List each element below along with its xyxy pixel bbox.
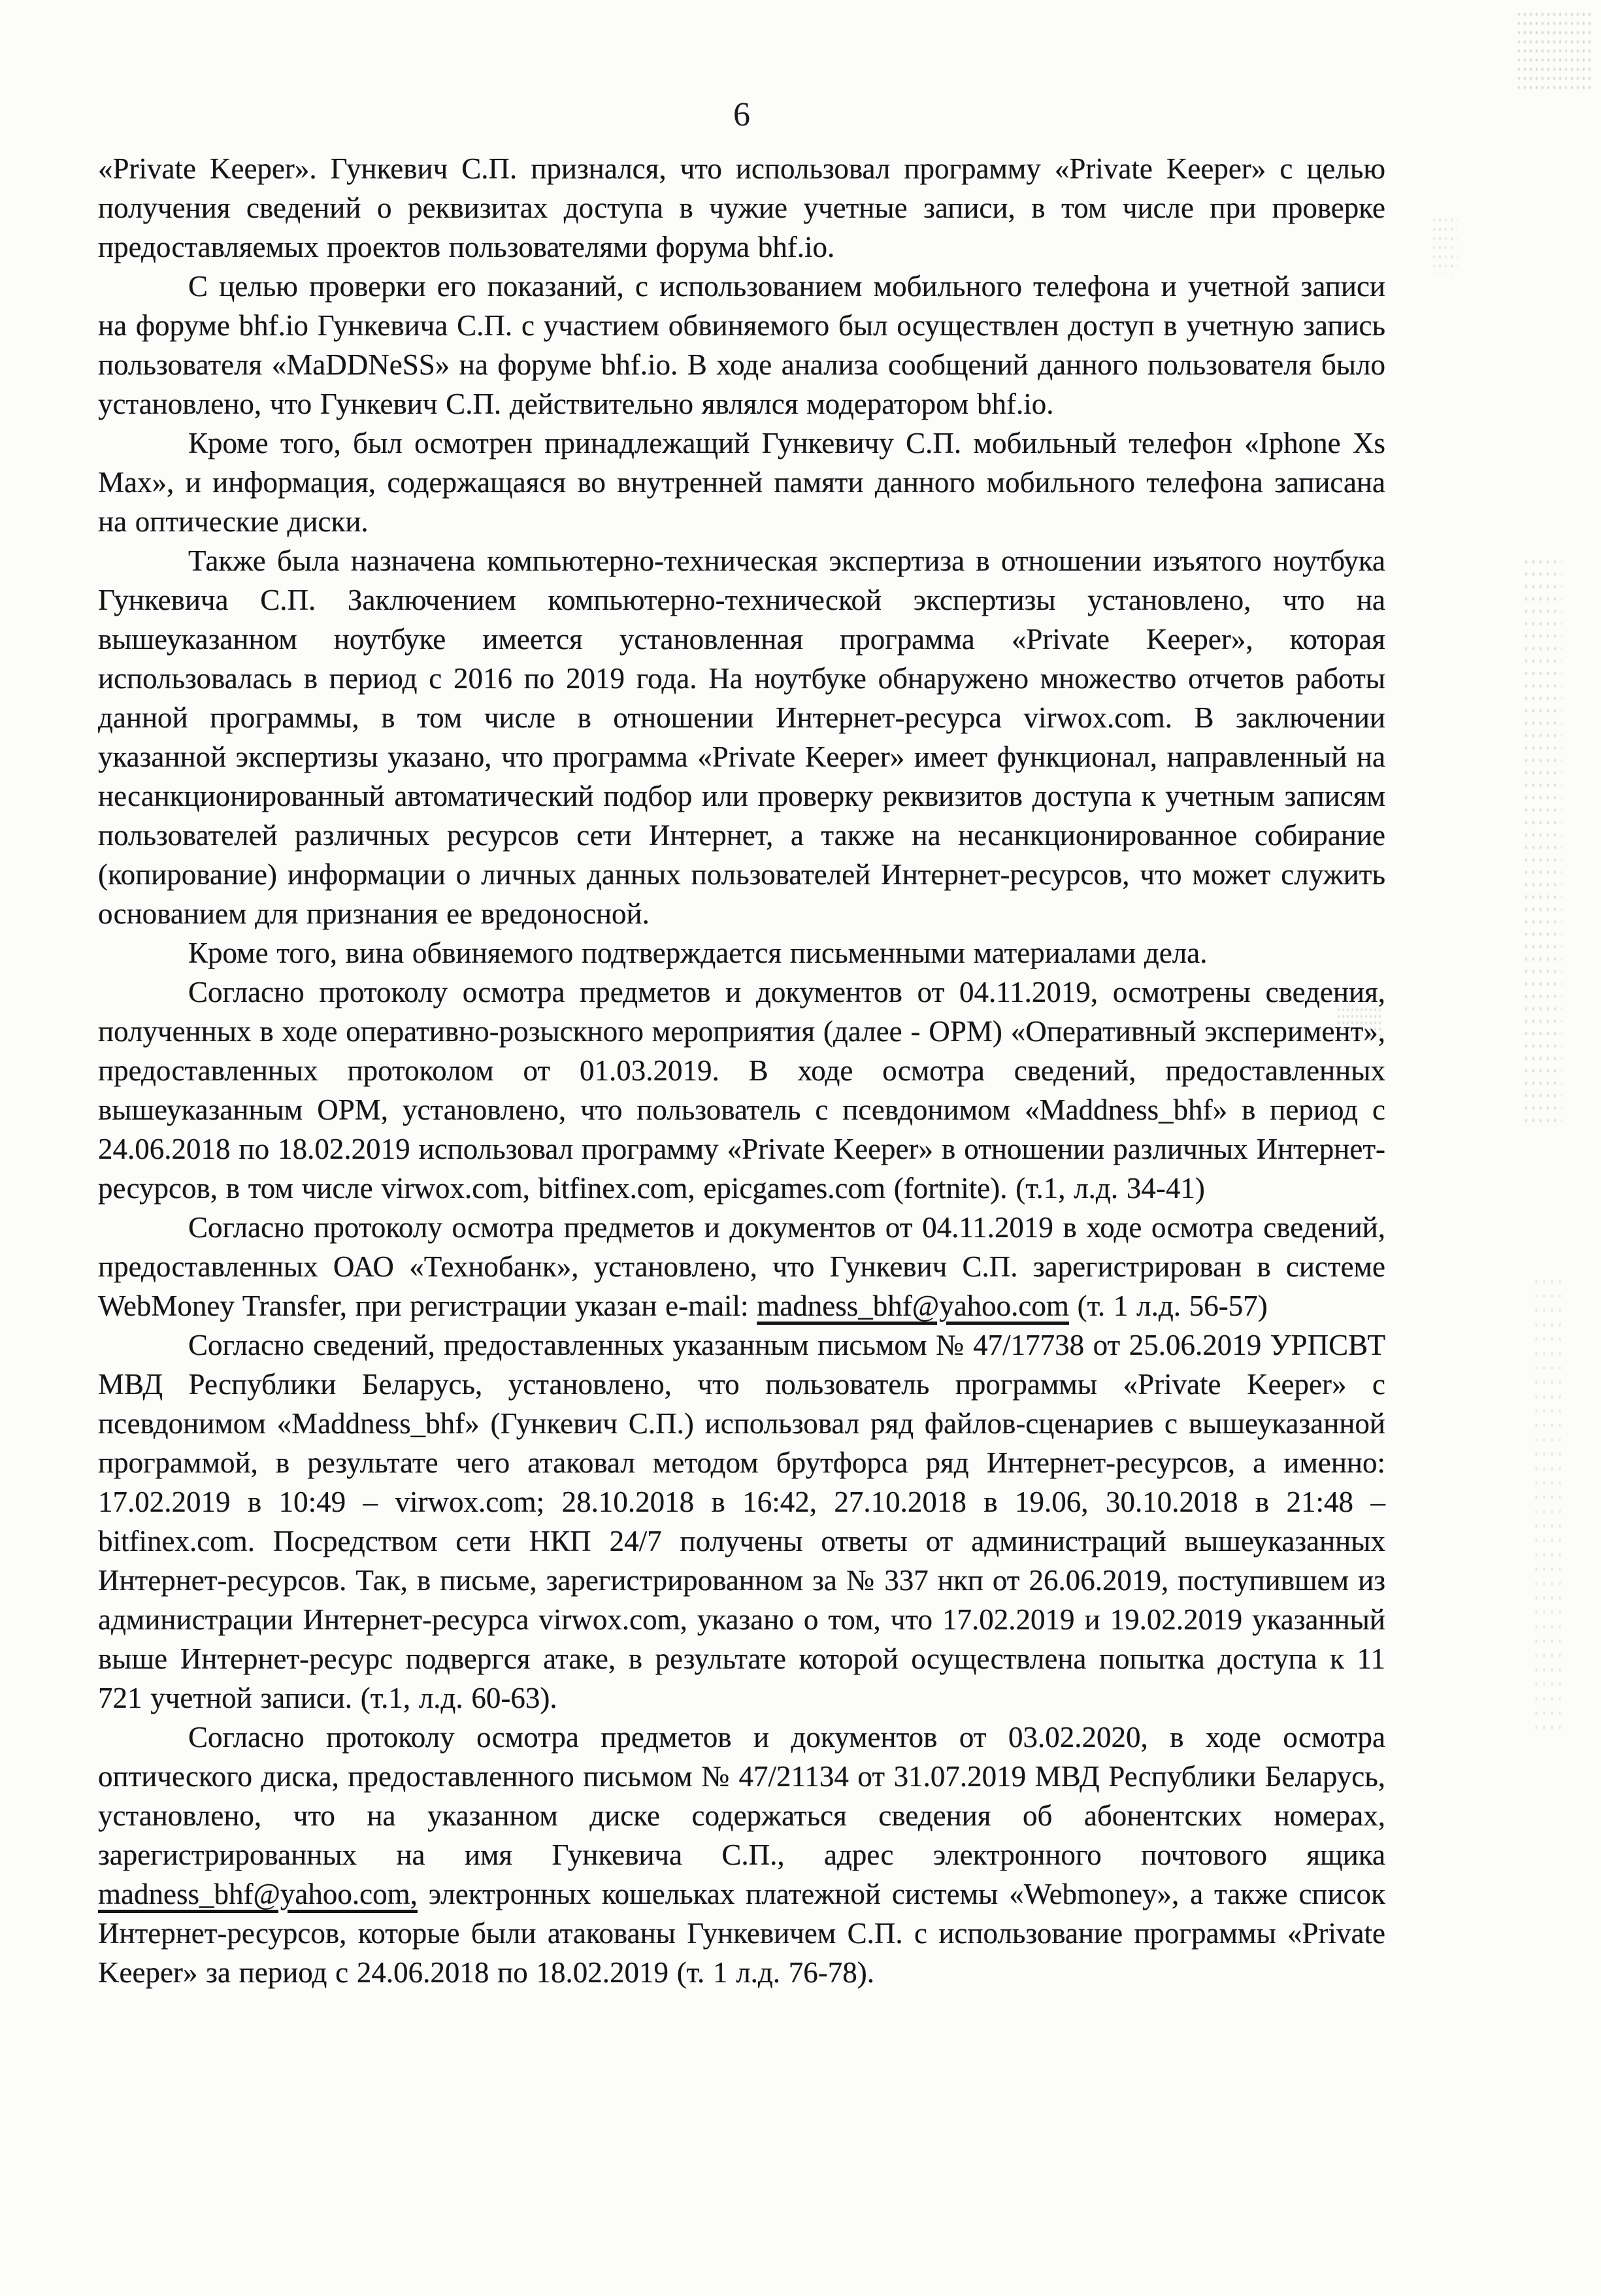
page-number: 6 xyxy=(733,96,750,133)
paragraph-text: Кроме того, вина обвиняемого подтверждается письменными материалами дела. xyxy=(188,937,1208,969)
scan-noise-right-streak-1 xyxy=(1523,556,1562,1131)
paragraph-text: (т. 1 л.д. 56-57) xyxy=(1068,1289,1268,1322)
scan-noise-top-right xyxy=(1516,10,1591,95)
paragraph-text: Кроме того, был осмотрен принадлежащий Гункевичу С.П. мобильный телефон «Iphone Xs Max», и информация, содержащаяся во внутренней памяти данного мобильного телефона записана на оптические диски. xyxy=(98,427,1385,538)
paragraph-9 xyxy=(98,1718,1385,1992)
paragraph-4 xyxy=(98,541,1385,933)
paragraph-5 xyxy=(98,933,1385,973)
paragraph-text: Согласно протоколу осмотра предметов и документов от 04.11.2019, осмотрены сведения, полученных в ходе оперативно-розыскного мероприятия (далее - ОРМ) «Оперативный эксперимент», предоставленных протоколом от 01.03.2019. В ходе осмотра сведений, предоставленных вышеуказанным ОРМ, установлено, что пользователь с псевдонимом «Maddness_bhf» в период с 24.06.2018 по 18.02.2019 использовал программу «Private Keeper» в отношении различных Интернет-ресурсов, в том числе virwox.com, bitfinex.com, epicgames.com (fortnite). (т.1, л.д. 34-41) xyxy=(98,976,1385,1205)
email-underlined: madness_bhf@yahoo.com, xyxy=(98,1878,418,1910)
paragraph-text: Также была назначена компьютерно-техническая экспертиза в отношении изъятого ноутбука Гункевича С.П. Заключением компьютерно-технической экспертизы установлено, что на вышеуказанном ноутбуке имеется установленная программа «Private Keeper», которая использовалась в период с 2016 по 2019 года. На ноутбуке обнаружено множество отчетов работы данной программы, в том числе в отношении Интернет-ресурса virwox.com. В заключении указанной экспертизы указано, что программа «Private Keeper» имеет функционал, направленный на несанкционированный автоматический подбор или проверку реквизитов доступа к учетным записям пользователей различных ресурсов сети Интернет, а также на несанкционированное собирание (копирование) информации о личных данных пользователей Интернет-ресурсов, что может служить основанием для признания ее вредоносной. xyxy=(98,544,1385,930)
paragraph-6 xyxy=(98,973,1385,1208)
paragraph-text: С целью проверки его показаний, с использованием мобильного телефона и учетной записи на форуме bhf.io Гункевича С.П. с участием обвиняемого был осуществлен доступ в учетную запись пользователя «MaDDNeSS» на форуме bhf.io. В ходе анализа сообщений данного пользователя было установлено, что Гункевич С.П. действительно являлся модератором bhf.io. xyxy=(98,270,1385,420)
paragraph-text: Согласно сведений, предоставленных указанным письмом № 47/17738 от 25.06.2019 УРПСВТ МВД Республики Беларусь, установлено, что пользователь программы «Private Keeper» с псевдонимом «Maddness_bhf» (Гункевич С.П.) использовал ряд файлов-сценариев с вышеуказанной программой, в результате чего атаковал методом брутфорса ряд Интернет-ресурсов, а именно: 17.02.2019 в 10:49 – virwox.com; 28.10.2018 в 16:42, 27.10.2018 в 19.06, 30.10.2018 в 21:48 – bitfinex.com. Посредством сети НКП 24/7 получены ответы от администраций вышеуказанных Интернет-ресурсов. Так, в письме, зарегистрированном за № 337 нкп от 26.06.2019, поступившем из администрации Интернет-ресурса virwox.com, указано о том, что 17.02.2019 и 19.02.2019 указанный выше Интернет-ресурс подвергся атаке, в результате которой осуществлена попытка доступа к 11 721 учетной записи. (т.1, л.д. 60-63). xyxy=(98,1329,1385,1714)
paragraph-3 xyxy=(98,424,1385,541)
email-underlined: madness_bhf@yahoo.com xyxy=(757,1289,1069,1322)
paragraph-2 xyxy=(98,267,1385,424)
paragraph-text: электронных кошельках платежной системы «Webmoney», а также список Интернет-ресурсов, которые были атакованы Гункевичем С.П. с использование программы «Private Keeper» за период с 24.06.2018 по 18.02.2019 (т. 1 л.д. 76-78). xyxy=(98,1878,1385,1989)
document-body xyxy=(98,149,1385,1992)
paragraph-text: Согласно протоколу осмотра предметов и документов от 03.02.2020, в ходе осмотра оптического диска, предоставленного письмом № 47/21134 от 31.07.2019 МВД Республики Беларусь, установлено, что на указанном диске содержаться сведения об абонентских номерах, зарегистрированных на имя Гункевича С.П., адрес электронного почтового ящика xyxy=(98,1721,1385,1871)
scan-noise-right-streak-2 xyxy=(1532,1274,1562,1732)
paragraph-text: Согласно протоколу осмотра предметов и документов от 04.11.2019 в ходе осмотра сведений, предоставленных ОАО «Технобанк», установлено, что Гункевич С.П. зарегистрирован в системе WebMoney Transfer, при регистрации указан e-mail: xyxy=(98,1211,1385,1322)
scan-noise-margin-marks xyxy=(1431,216,1457,275)
paragraph-7 xyxy=(98,1208,1385,1325)
paragraph-1 xyxy=(98,149,1385,267)
paragraph-text: «Private Keeper». Гункевич С.П. признался, что использовал программу «Private Keeper» с целью получения сведений о реквизитах доступа в чужие учетные записи, в том числе при проверке предоставляемых проектов пользователями форума bhf.io. xyxy=(98,152,1385,263)
paragraph-8 xyxy=(98,1325,1385,1718)
